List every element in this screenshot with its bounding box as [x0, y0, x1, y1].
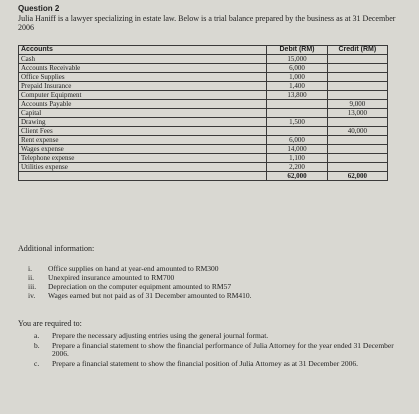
- item-text: Office supplies on hand at year-end amounted to RM300: [48, 264, 219, 273]
- header-debit: Debit (RM): [267, 46, 327, 55]
- debit-cell: 2,200: [267, 163, 327, 172]
- additional-info-item: [28, 264, 252, 273]
- debit-cell: 6,000: [267, 136, 327, 145]
- requirement-item: [34, 332, 394, 340]
- debit-cell: 6,000: [267, 64, 327, 73]
- intro-text: Julia Haniff is a lawyer specializing in estate law. Below is a trial balance prepared by the business as at 31 December 2006: [18, 14, 396, 32]
- debit-cell: 1,400: [267, 82, 327, 91]
- requirements-list: [34, 332, 394, 370]
- credit-cell: [327, 55, 387, 64]
- account-cell: Prepaid Insurance: [19, 82, 267, 91]
- item-text: Unexpired insurance amounted to RM700: [48, 273, 175, 282]
- requirement-text: Prepare the necessary adjusting entries using the general journal format.: [52, 331, 269, 340]
- debit-cell: 1,100: [267, 154, 327, 163]
- table-row: [19, 55, 388, 64]
- account-cell: Capital: [19, 109, 267, 118]
- credit-cell: 9,000: [327, 100, 387, 109]
- table-body: [19, 55, 388, 181]
- trial-balance-table: [18, 45, 388, 181]
- table-header-row: [19, 46, 388, 55]
- table-row: [19, 91, 388, 100]
- debit-cell: 13,800: [267, 91, 327, 100]
- table-row: [19, 127, 388, 136]
- account-cell: Utilities expense: [19, 163, 267, 172]
- requirement-label: c.: [34, 359, 40, 368]
- requirement-label: a.: [34, 331, 40, 340]
- debit-cell: [267, 109, 327, 118]
- account-cell: Accounts Payable: [19, 100, 267, 109]
- credit-cell: [327, 145, 387, 154]
- header-credit: Credit (RM): [327, 46, 387, 55]
- credit-cell: [327, 136, 387, 145]
- total-row: [19, 172, 388, 181]
- account-cell: Office Supplies: [19, 73, 267, 82]
- account-cell: Drawing: [19, 118, 267, 127]
- credit-cell: 13,000: [327, 109, 387, 118]
- item-text: Wages earned but not paid as of 31 December amounted to RM410.: [48, 291, 252, 300]
- requirement-label: b.: [34, 341, 40, 350]
- debit-cell: 1,500: [267, 118, 327, 127]
- header-accounts: Accounts: [19, 46, 267, 55]
- item-number: iii.: [28, 282, 37, 291]
- table-row: [19, 118, 388, 127]
- additional-info-item: [28, 282, 252, 291]
- debit-cell: [267, 127, 327, 136]
- debit-cell: 14,000: [267, 145, 327, 154]
- table-row: [19, 154, 388, 163]
- additional-info-item: [28, 291, 252, 300]
- account-cell: Client Fees: [19, 127, 267, 136]
- credit-cell: [327, 64, 387, 73]
- debit-cell: [267, 100, 327, 109]
- item-number: i.: [28, 264, 32, 273]
- account-cell: Cash: [19, 55, 267, 64]
- additional-info-item: [28, 273, 252, 282]
- item-text: Depreciation on the computer equipment amounted to RM57: [48, 282, 232, 291]
- requirement-item: [34, 342, 394, 358]
- credit-cell: [327, 73, 387, 82]
- requirement-text: Prepare a financial statement to show the financial position of Julia Attorney as at 31 December 2006.: [52, 359, 358, 368]
- account-cell: Accounts Receivable: [19, 64, 267, 73]
- credit-cell: [327, 82, 387, 91]
- table-row: [19, 163, 388, 172]
- total-label-cell: [19, 172, 267, 181]
- question-title: Question 2: [18, 4, 60, 13]
- table-row: [19, 64, 388, 73]
- table-row: [19, 145, 388, 154]
- additional-info-heading: Additional information:: [18, 244, 95, 253]
- credit-cell: [327, 163, 387, 172]
- total-credit: 62,000: [327, 172, 387, 181]
- table-row: [19, 109, 388, 118]
- credit-cell: 40,000: [327, 127, 387, 136]
- table-row: [19, 82, 388, 91]
- table-row: [19, 73, 388, 82]
- debit-cell: 15,000: [267, 55, 327, 64]
- total-debit: 62,000: [267, 172, 327, 181]
- table-row: [19, 136, 388, 145]
- account-cell: Wages expense: [19, 145, 267, 154]
- account-cell: Telephone expense: [19, 154, 267, 163]
- account-cell: Computer Equipment: [19, 91, 267, 100]
- debit-cell: 1,000: [267, 73, 327, 82]
- credit-cell: [327, 154, 387, 163]
- requirement-text: Prepare a financial statement to show the financial performance of Julia Attorney for the year ended 31 December 2006.: [52, 341, 394, 358]
- requirements-heading: You are required to:: [18, 319, 82, 328]
- credit-cell: [327, 91, 387, 100]
- table-row: [19, 100, 388, 109]
- credit-cell: [327, 118, 387, 127]
- additional-info-list: [28, 264, 252, 300]
- requirement-item: [34, 360, 394, 368]
- item-number: iv.: [28, 291, 36, 300]
- account-cell: Rent expense: [19, 136, 267, 145]
- item-number: ii.: [28, 273, 35, 282]
